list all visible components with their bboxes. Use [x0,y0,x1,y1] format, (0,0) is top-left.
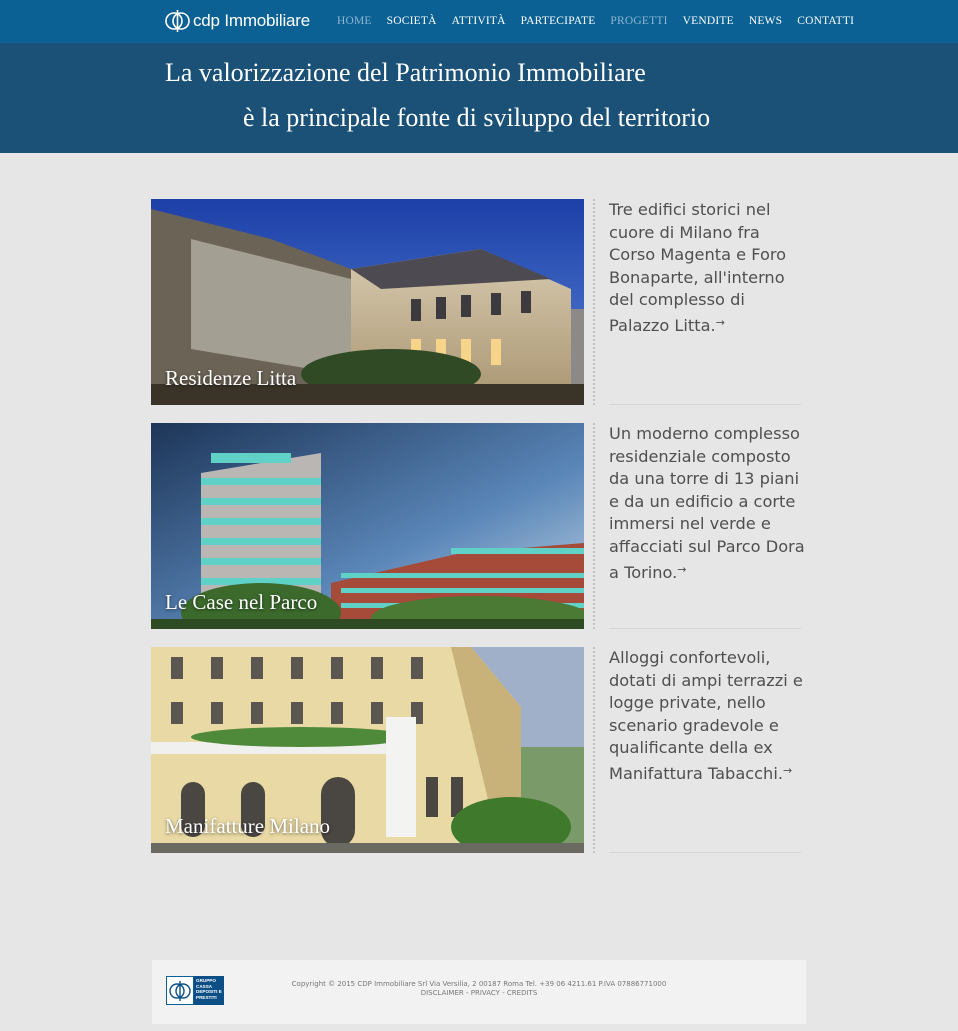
project-image-le-case-nel-parco[interactable] [151,423,584,629]
project-card-le-case-nel-parco [151,423,805,629]
separator-line [609,404,801,405]
separator-line [609,852,801,853]
description-text: Un moderno complesso residenziale composto da una torre di 13 piani e da un edificio a corte immersi nel verde e affacciati sul Parco Dora a Torino. [609,424,805,582]
project-title: Le Case nel Parco [165,590,318,614]
group-logo-text: GRUPPO CASSA DEPOSITI E PRESTITI [194,976,224,1005]
nav-item-vendite[interactable]: VENDITE [682,15,734,27]
copyright-text: Copyright © 2015 CDP Immobiliare Srl Via Versilia, 2 00187 Roma Tel. +39 06 4211.61 P.IVA 07886771000 [291,980,667,988]
project-image-manifatture-milano[interactable] [151,647,584,853]
footer-link-privacy[interactable]: PRIVACY [470,989,500,997]
hero-banner [0,43,958,153]
dotted-divider [593,647,595,853]
separator-line [609,628,801,629]
footer-link-separator: - [463,989,471,997]
footer-link-disclaimer[interactable]: DISCLAIMER [420,989,464,997]
nav-item-home[interactable]: HOME [337,15,372,27]
main-nav [337,15,869,27]
nav-item-progetti[interactable]: PROGETTI [610,15,668,27]
hero-headline-line-1: La valorizzazione del Patrimonio Immobiliare [165,58,646,87]
nav-item-societa[interactable]: SOCIETÀ [386,15,437,27]
project-description[interactable] [609,647,805,786]
arrow-right-icon: → [782,763,793,777]
nav-item-contatti[interactable]: CONTATTI [797,15,855,27]
site-logo[interactable] [165,6,310,36]
footer-links [152,989,806,997]
project-title: Residenze Litta [165,366,297,390]
project-description[interactable] [609,423,805,584]
dotted-divider [593,199,595,405]
description-text: Alloggi confortevoli, dotati di ampi terrazzi e logge private, nello scenario gradevole e qualificante della ex Manifattura Tabacchi. [609,648,803,783]
nav-item-news[interactable]: NEWS [748,15,783,27]
project-description[interactable] [609,199,805,338]
description-text: Tre edifici storici nel cuore di Milano fra Corso Magenta e Foro Bonaparte, all'interno del complesso di Palazzo Litta. [609,200,787,335]
nav-item-partecipate[interactable]: PARTECIPATE [520,15,596,27]
dotted-divider [593,423,595,629]
logo-text: cdp Immobiliare [193,11,310,30]
project-title: Manifatture Milano [165,814,331,838]
footer-link-separator: - [499,989,507,997]
project-image-residenze-litta[interactable] [151,199,584,405]
hero-headline-line-2: è la principale fonte di sviluppo del territorio [243,103,711,132]
project-card-manifatture-milano [151,647,801,853]
top-navigation-bar [0,0,958,43]
arrow-right-icon: → [715,315,725,329]
footer-link-credits[interactable]: CREDITS [506,989,538,997]
project-card-residenze-litta [151,199,801,405]
cdp-logo-icon [165,8,191,34]
arrow-right-icon: → [677,562,687,576]
nav-item-attivita[interactable]: ATTIVITÀ [451,15,506,27]
page-footer [152,960,806,1024]
